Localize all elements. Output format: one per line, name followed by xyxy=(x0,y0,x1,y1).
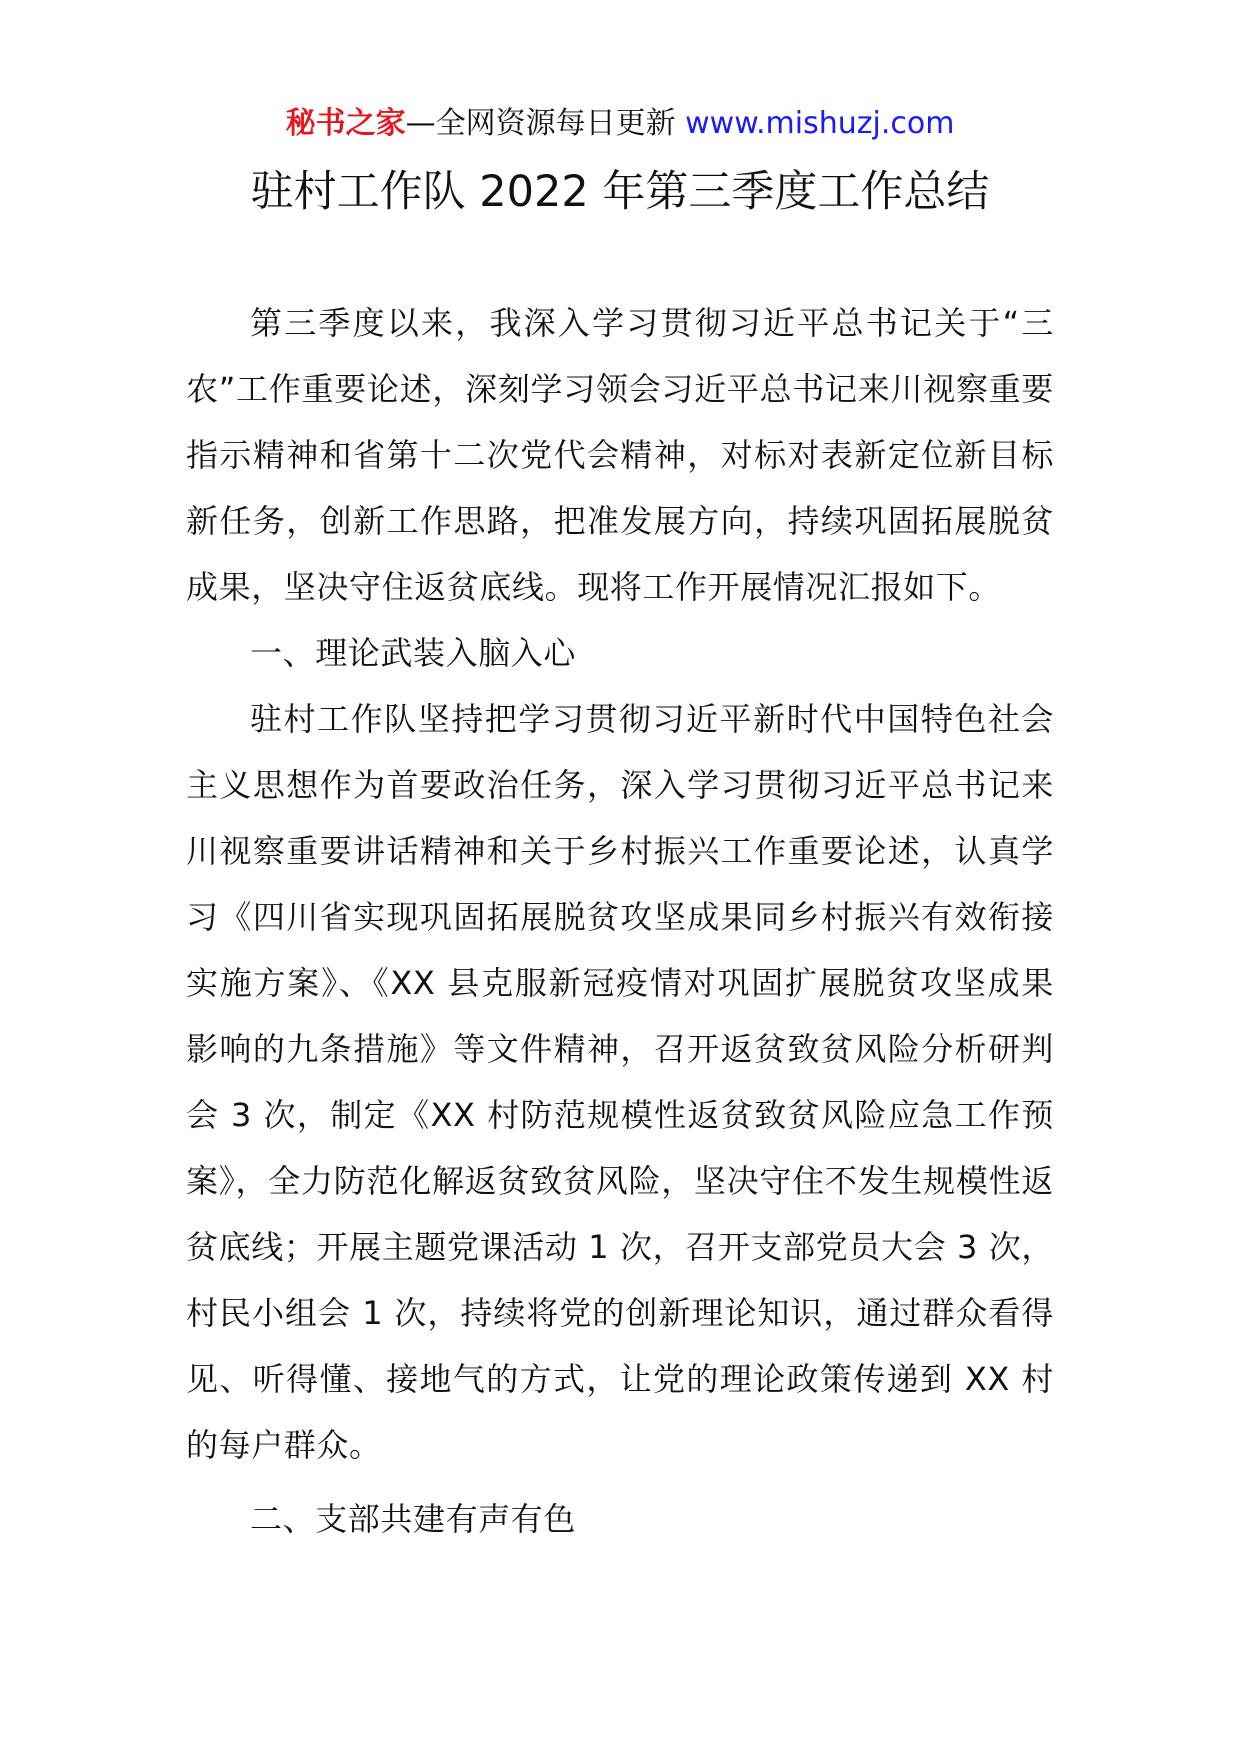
brand-name: 秘书之家 xyxy=(285,106,406,141)
section-heading-2: 二、支部共建有声有色 xyxy=(250,1500,577,1538)
section-spacer xyxy=(186,1478,1054,1486)
document-body xyxy=(186,290,1054,1552)
site-header xyxy=(0,104,1240,144)
section-heading-1: 一、理论武装入脑入心 xyxy=(250,634,577,672)
site-link[interactable]: www.mishuzj.com xyxy=(685,106,955,141)
intro-paragraph: 第三季度以来，我深入学习贯彻习近平总书记关于“三农”工作重要论述，深刻学习领会习近平总书记来川视察重要指示精神和省第十二次党代会精神，对标对表新定位新目标新任务，创新工作思路，把准发展方向，持续巩固拓展脱贫成果，坚决守住返贫底线。现将工作开展情况汇报如下。 xyxy=(186,304,1054,606)
header-tagline: —全网资源每日更新 xyxy=(405,106,686,141)
section-paragraph-1: 驻村工作队坚持把学习贯彻习近平新时代中国特色社会主义思想作为首要政治任务，深入学习贯彻习近平总书记来川视察重要讲话精神和关于乡村振兴工作重要论述，认真学习《四川省实现巩固拓展脱贫攻坚成果同乡村振兴有效衔接实施方案》、《XX 县克服新冠疫情对巩固扩展脱贫攻坚成果影响的九条措施》等文件精神，召开返贫致贫风险分析研判会 3 次，制定《XX 村防范规模性返贫致贫风险应急工作预案》，全力防范化解返贫致贫风险，坚决守住不发生规模性返贫底线；开展主题党课活动 1 次，召开支部党员大会 3 次，村民小组会 1 次，持续将党的创新理论知识，通过群众看得见、听得懂、接地气的方式，让党的理论政策传递到 XX 村的每户群众。 xyxy=(186,700,1054,1464)
document-title: 驻村工作队 2022 年第三季度工作总结 xyxy=(250,167,990,217)
